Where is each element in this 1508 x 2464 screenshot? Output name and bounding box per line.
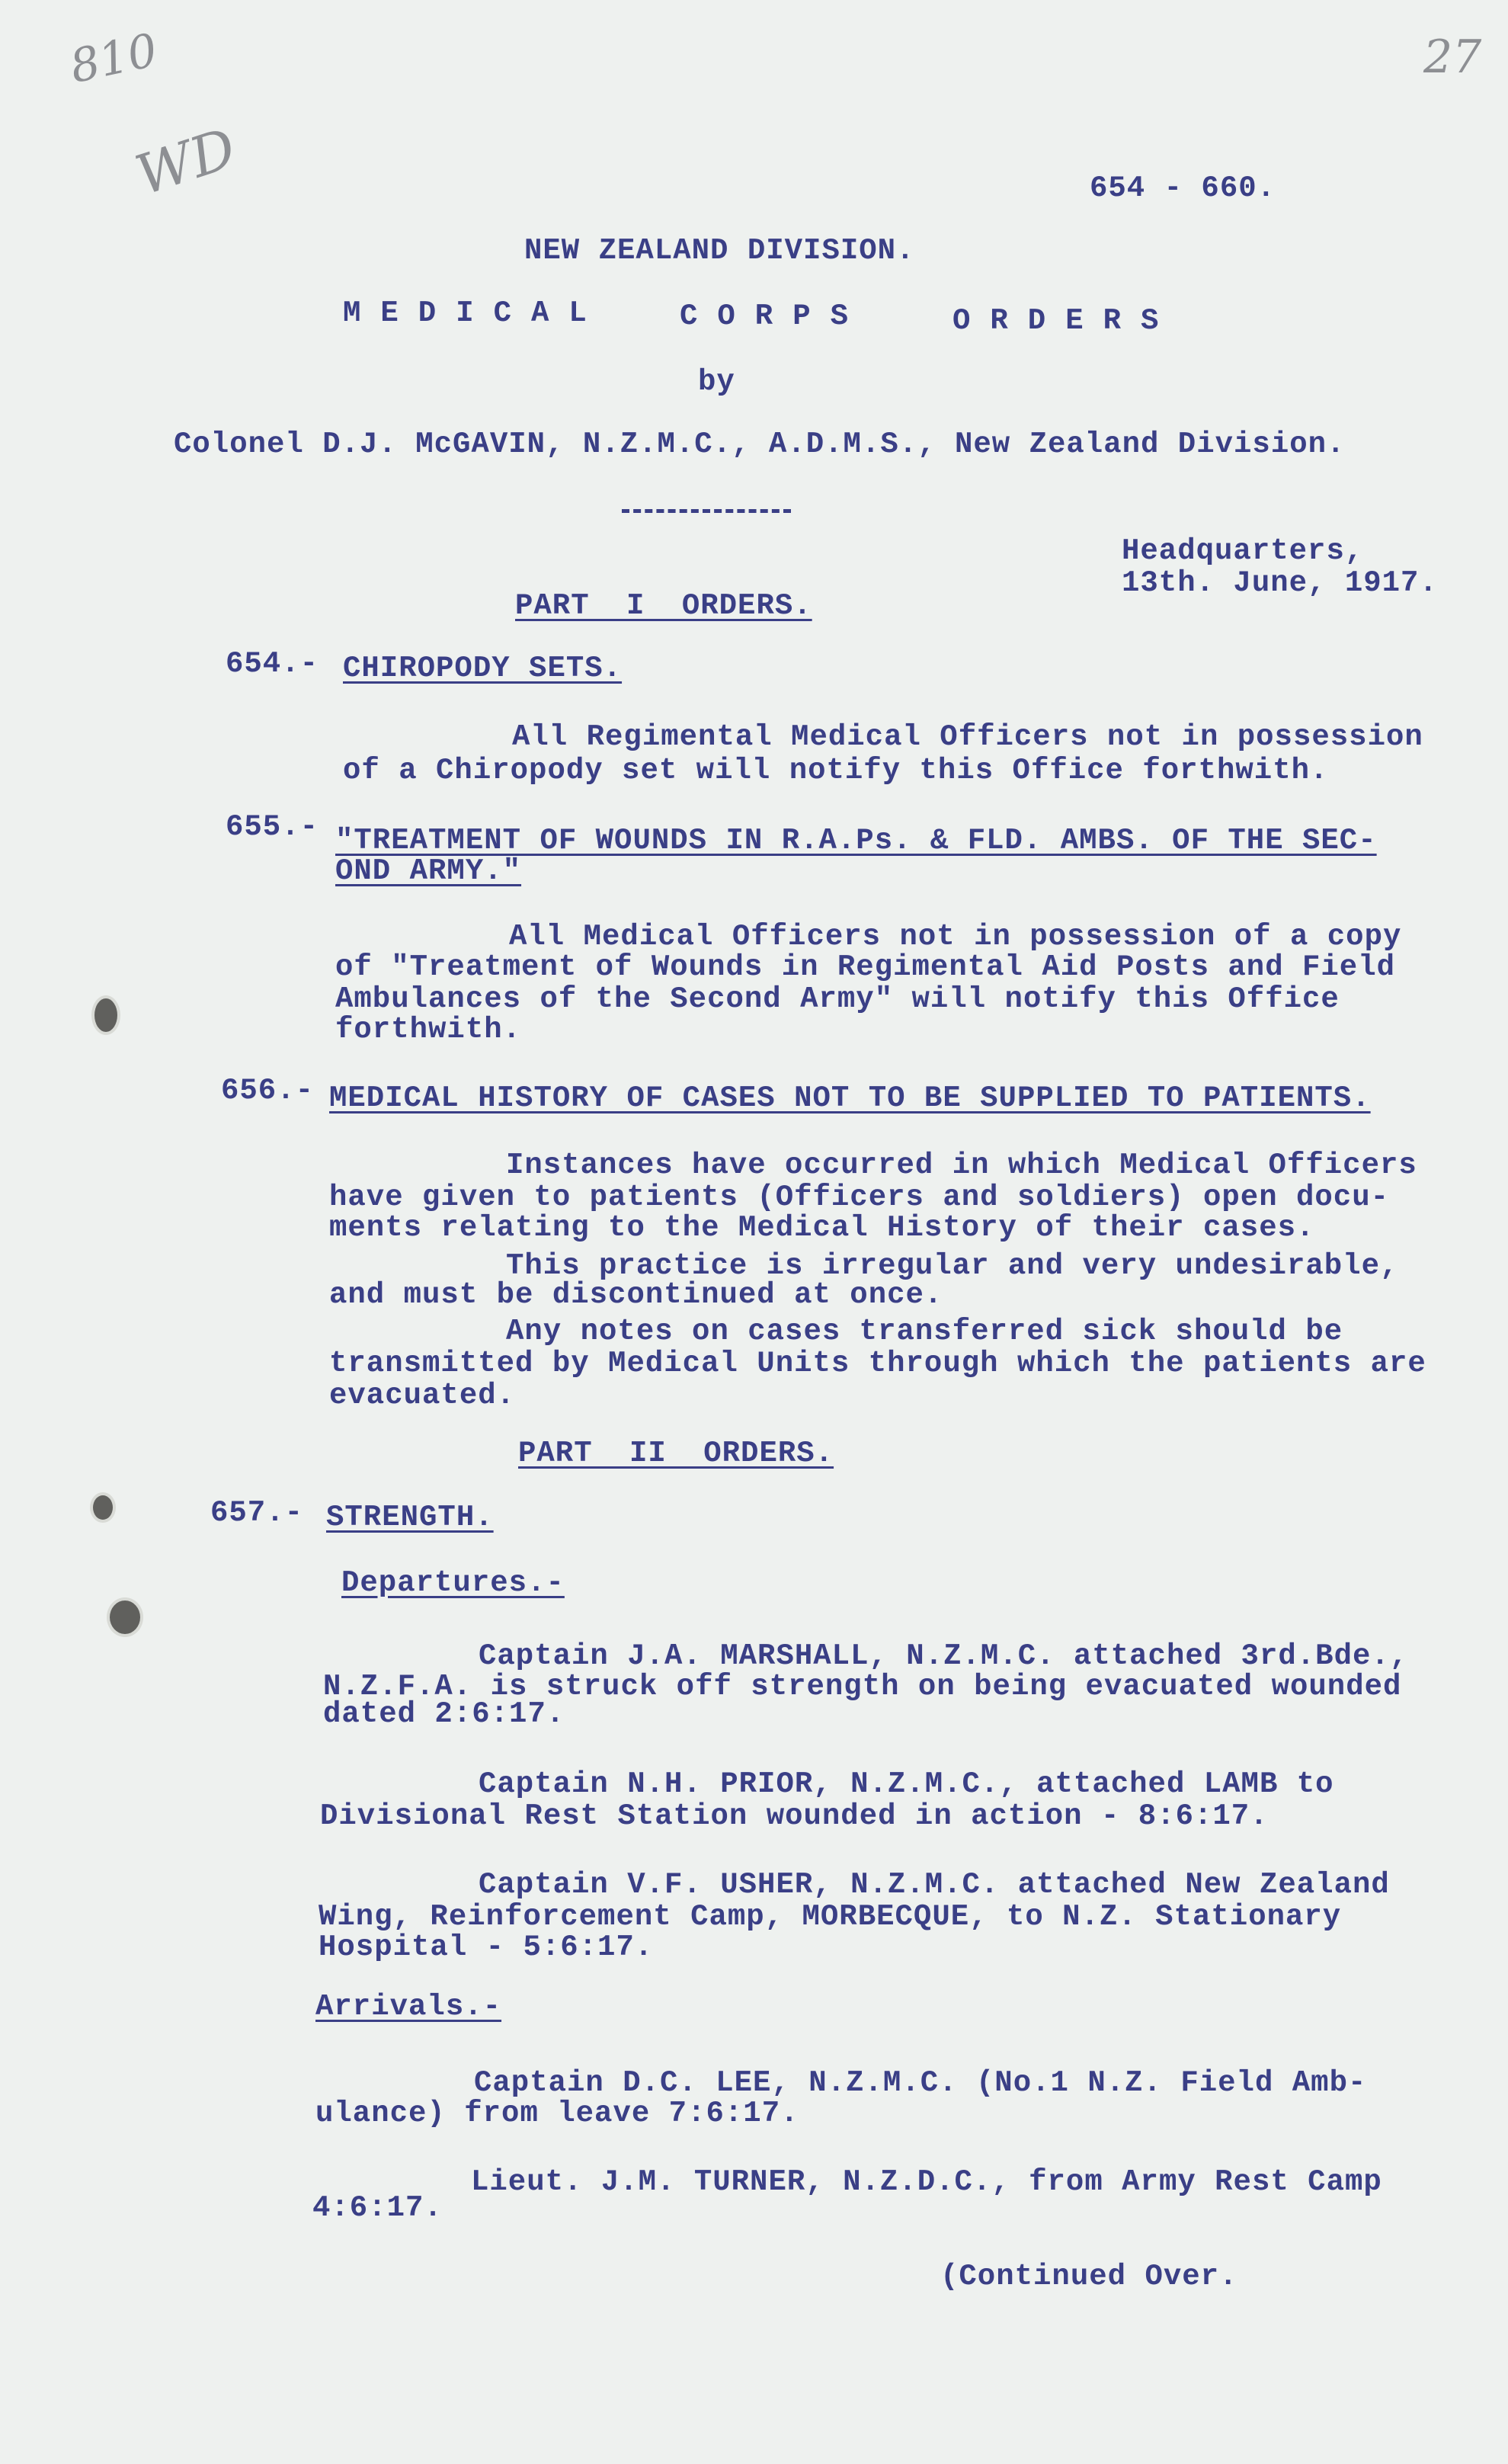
arrival-1-line-2: ulance) from leave 7:6:17.: [315, 2097, 799, 2130]
order-655-line-1: All Medical Officers not in possession of a copy: [509, 920, 1402, 953]
order-655-line-3: Ambulances of the Second Army" will notify this Office: [335, 982, 1340, 1016]
part-two-heading: PART II ORDERS.: [518, 1437, 834, 1470]
punch-hole-bottom: [110, 1600, 140, 1634]
order-date: 13th. June, 1917.: [1122, 566, 1438, 600]
order-656-line-6: Any notes on cases transferred sick should be: [506, 1315, 1343, 1348]
location: Headquarters,: [1122, 534, 1364, 568]
punch-hole-top: [94, 998, 117, 1032]
order-656-line-7: transmitted by Medical Units through which the patients are: [329, 1347, 1426, 1380]
title-word-corps: CORPS: [680, 300, 869, 333]
punch-hole-middle: [93, 1495, 113, 1520]
departure-2-line-2: Divisional Rest Station wounded in action - 8:6:17.: [320, 1799, 1269, 1833]
order-655-heading-line-2: OND ARMY.": [335, 854, 522, 888]
arrival-2-line-2: 4:6:17.: [312, 2191, 443, 2225]
order-656-line-4: This practice is irregular and very undesirable,: [506, 1249, 1399, 1283]
order-656-heading: MEDICAL HISTORY OF CASES NOT TO BE SUPPLIED TO PATIENTS.: [329, 1081, 1371, 1115]
initials-annotation: WD: [128, 115, 244, 208]
departure-3-line-1: Captain V.F. USHER, N.Z.M.C. attached New Zealand: [479, 1868, 1390, 1902]
order-656-line-3: ments relating to the Medical History of their cases.: [329, 1211, 1315, 1245]
order-656-line-5: and must be discontinued at once.: [329, 1278, 943, 1312]
order-range: 654 - 660.: [1090, 171, 1276, 205]
part-one-heading: PART I ORDERS.: [515, 589, 812, 623]
division-title: NEW ZEALAND DIVISION.: [524, 234, 915, 268]
arrival-2-line-1: Lieut. J.M. TURNER, N.Z.D.C., from Army Rest Camp: [471, 2165, 1382, 2199]
header-divider: [622, 509, 791, 513]
departure-1-line-3: dated 2:6:17.: [323, 1697, 565, 1731]
order-654-line-1: All Regimental Medical Officers not in possession: [512, 720, 1423, 754]
departure-3-line-2: Wing, Reinforcement Camp, MORBECQUE, to N.Z. Stationary: [319, 1900, 1342, 1934]
order-656-line-8: evacuated.: [329, 1379, 516, 1412]
continued-over: (Continued Over.: [940, 2260, 1238, 2293]
order-655-heading-line-1: "TREATMENT OF WOUNDS IN R.A.Ps. & FLD. AMBS. OF THE SEC-: [335, 824, 1377, 857]
title-word-medical: MEDICAL: [343, 296, 607, 330]
departure-2-line-1: Captain N.H. PRIOR, N.Z.M.C., attached LAMB to: [479, 1767, 1334, 1801]
order-657-heading: STRENGTH.: [326, 1501, 494, 1534]
author-line: Colonel D.J. McGAVIN, N.Z.M.C., A.D.M.S., New Zealand Division.: [174, 428, 1346, 461]
title-word-orders: ORDERS: [953, 304, 1179, 338]
order-656-line-1: Instances have occurred in which Medical Officers: [506, 1149, 1417, 1182]
order-654-line-2: of a Chiropody set will notify this Office forthwith.: [343, 754, 1329, 787]
departure-1-line-2: N.Z.F.A. is struck off strength on being evacuated wounded: [323, 1670, 1402, 1703]
order-656-line-2: have given to patients (Officers and soldiers) open docu-: [329, 1181, 1390, 1214]
order-655-line-2: of "Treatment of Wounds in Regimental Aid Posts and Field: [335, 950, 1396, 984]
arrivals-heading: Arrivals.-: [315, 1990, 502, 2023]
archive-number-annotation: 810: [65, 23, 162, 95]
departure-3-line-3: Hospital - 5:6:17.: [319, 1931, 654, 1964]
order-654-heading: CHIROPODY SETS.: [343, 652, 623, 685]
departures-heading: Departures.-: [341, 1566, 565, 1600]
order-655-line-4: forthwith.: [335, 1013, 522, 1046]
order-655-number: 655.-: [226, 810, 319, 844]
arrival-1-line-1: Captain D.C. LEE, N.Z.M.C. (No.1 N.Z. Field Amb-: [474, 2066, 1367, 2100]
departure-1-line-1: Captain J.A. MARSHALL, N.Z.M.C. attached 3rd.Bde.,: [479, 1639, 1409, 1673]
order-657-number: 657.-: [210, 1496, 304, 1530]
order-654-number: 654.-: [226, 647, 319, 681]
by-line: by: [698, 365, 735, 399]
page-number-annotation: 27: [1423, 30, 1482, 84]
order-656-number: 656.-: [221, 1074, 315, 1107]
